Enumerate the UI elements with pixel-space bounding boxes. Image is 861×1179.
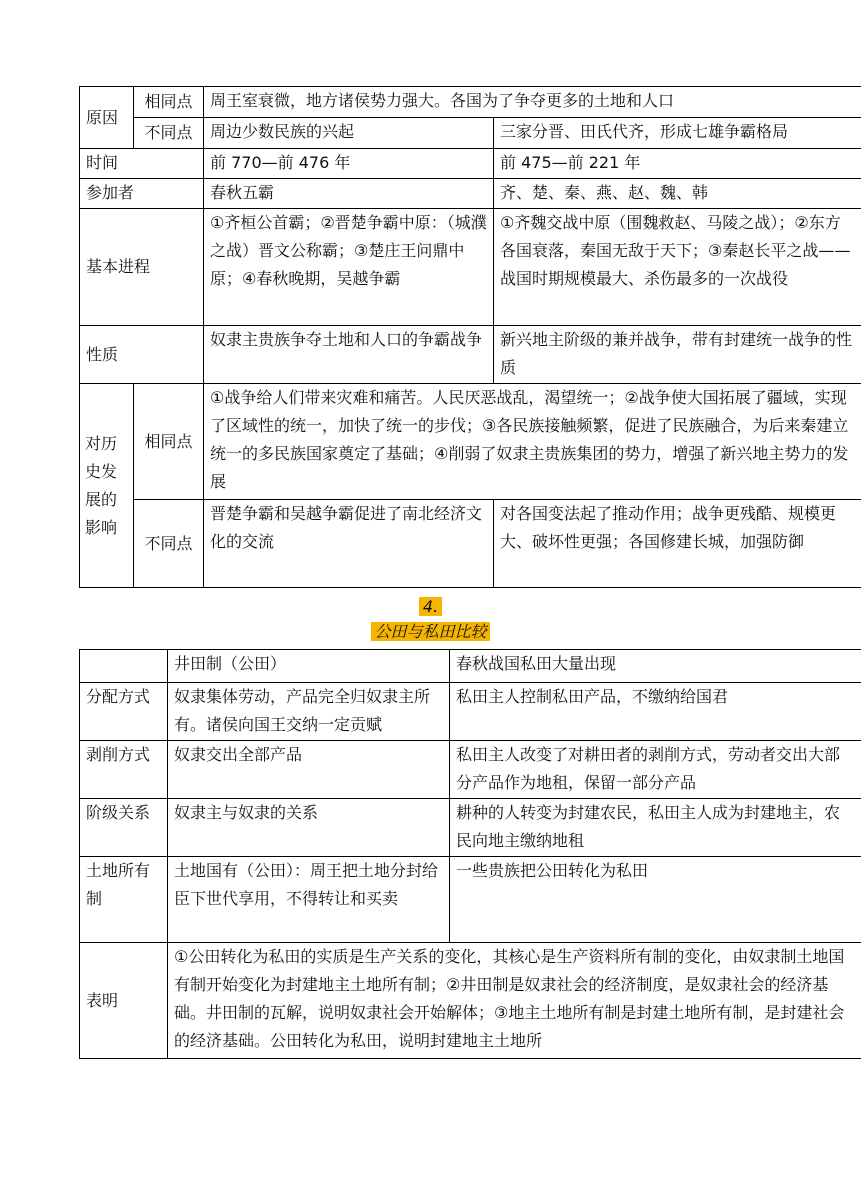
reason-label: 原因: [80, 87, 134, 149]
row-well-field: 奴隶交出全部产品: [168, 741, 450, 799]
diff-label: 不同点: [134, 118, 204, 149]
reason-diff-spring-autumn: 周边少数民族的兴起: [204, 118, 494, 149]
row-label: 土地所有制: [80, 857, 168, 943]
row-label: 分配方式: [80, 683, 168, 741]
section-number: 4.: [419, 597, 442, 616]
impact-diff-warring-states: 对各国变法起了推动作用；战争更残酷、规模更大、破坏性更强；各国修建长城，加强防御: [494, 500, 861, 588]
process-label: 基本进程: [80, 209, 204, 326]
nature-label: 性质: [80, 326, 204, 384]
participants-label: 参加者: [80, 179, 204, 209]
row-private-field: 一些贵族把公田转化为私田: [450, 857, 861, 943]
impact-diff-spring-autumn: 晋楚争霸和吴越争霸促进了南北经济文化的交流: [204, 500, 494, 588]
row-well-field: 土地国有（公田）：周王把土地分封给臣下世代享用，不得转让和买卖: [168, 857, 450, 943]
conclusion-cell: ①公田转化为私田的实质是生产关系的变化，其核心是生产资料所有制的变化，由奴隶制土地国有制开始变化为封建地主土地所有制；②井田制是奴隶社会的经济制度，是奴隶社会的经济基础。井田制的瓦解，说明奴隶社会开始解体；③地主土地所有制是封建土地所有制，是封建社会的经济基础。公田转化为私田，说明封建地主土地所: [168, 943, 861, 1059]
process-warring-states: ①齐魏交战中原（围魏救赵、马陵之战）；②东方各国衰落，秦国无敌于天下；③秦赵长平之战——战国时期规模最大、杀伤最多的一次战役: [494, 209, 861, 326]
reason-diff-warring-states: 三家分晋、田氏代齐，形成七雄争霸格局: [494, 118, 861, 149]
reason-same-cell: 周王室衰微，地方诸侯势力强大。各国为了争夺更多的土地和人口: [204, 87, 861, 118]
row-label: 剥削方式: [80, 741, 168, 799]
row-well-field: 奴隶集体劳动，产品完全归奴隶主所有。诸侯向国王交纳一定贡赋: [168, 683, 450, 741]
impact-same-cell: ①战争给人们带来灾难和痛苦。人民厌恶战乱，渴望统一；②战争使大国拓展了疆域，实现了区域性的统一，加快了统一的步伐；③各民族接触频繁，促进了民族融合，为后来秦建立统一的多民族国家奠定了基础；④削弱了奴隶主贵族集团的势力，增强了新兴地主势力的发展: [204, 384, 861, 500]
row-private-field: 私田主人控制私田产品，不缴纳给国君: [450, 683, 861, 741]
war-comparison-table: [79, 86, 861, 588]
time-warring-states: 前 475—前 221 年: [494, 149, 861, 179]
nature-spring-autumn: 奴隶主贵族争夺土地和人口的争霸战争: [204, 326, 494, 384]
land-comparison-table: [79, 649, 861, 1059]
impact-diff-label: 不同点: [134, 500, 204, 588]
row-private-field: 私田主人改变了对耕田者的剥削方式，劳动者交出大部分产品作为地租，保留一部分产品: [450, 741, 861, 799]
section-title: 公田与私田比较: [371, 622, 489, 641]
conclusion-label: 表明: [80, 943, 168, 1059]
time-spring-autumn: 前 770—前 476 年: [204, 149, 494, 179]
process-spring-autumn: ①齐桓公首霸；②晋楚争霸中原：（城濮之战）晋文公称霸；③楚庄王问鼎中原；④春秋晚期，吴越争霸: [204, 209, 494, 326]
row-private-field: 耕种的人转变为封建农民，私田主人成为封建地主，农民向地主缴纳地租: [450, 799, 861, 857]
same-label: 相同点: [134, 87, 204, 118]
participants-warring-states: 齐、楚、秦、燕、赵、魏、韩: [494, 179, 861, 209]
row-well-field: 奴隶主与奴隶的关系: [168, 799, 450, 857]
participants-spring-autumn: 春秋五霸: [204, 179, 494, 209]
header-well-field: 井田制（公田）: [168, 650, 450, 683]
section-heading: [0, 594, 861, 644]
impact-label: 对历史发展的影响: [80, 384, 134, 588]
header-private-field: 春秋战国私田大量出现: [450, 650, 861, 683]
row-label: 阶级关系: [80, 799, 168, 857]
impact-same-label: 相同点: [134, 384, 204, 500]
nature-warring-states: 新兴地主阶级的兼并战争，带有封建统一战争的性质: [494, 326, 861, 384]
header-empty-cell: [80, 650, 168, 683]
time-label: 时间: [80, 149, 204, 179]
